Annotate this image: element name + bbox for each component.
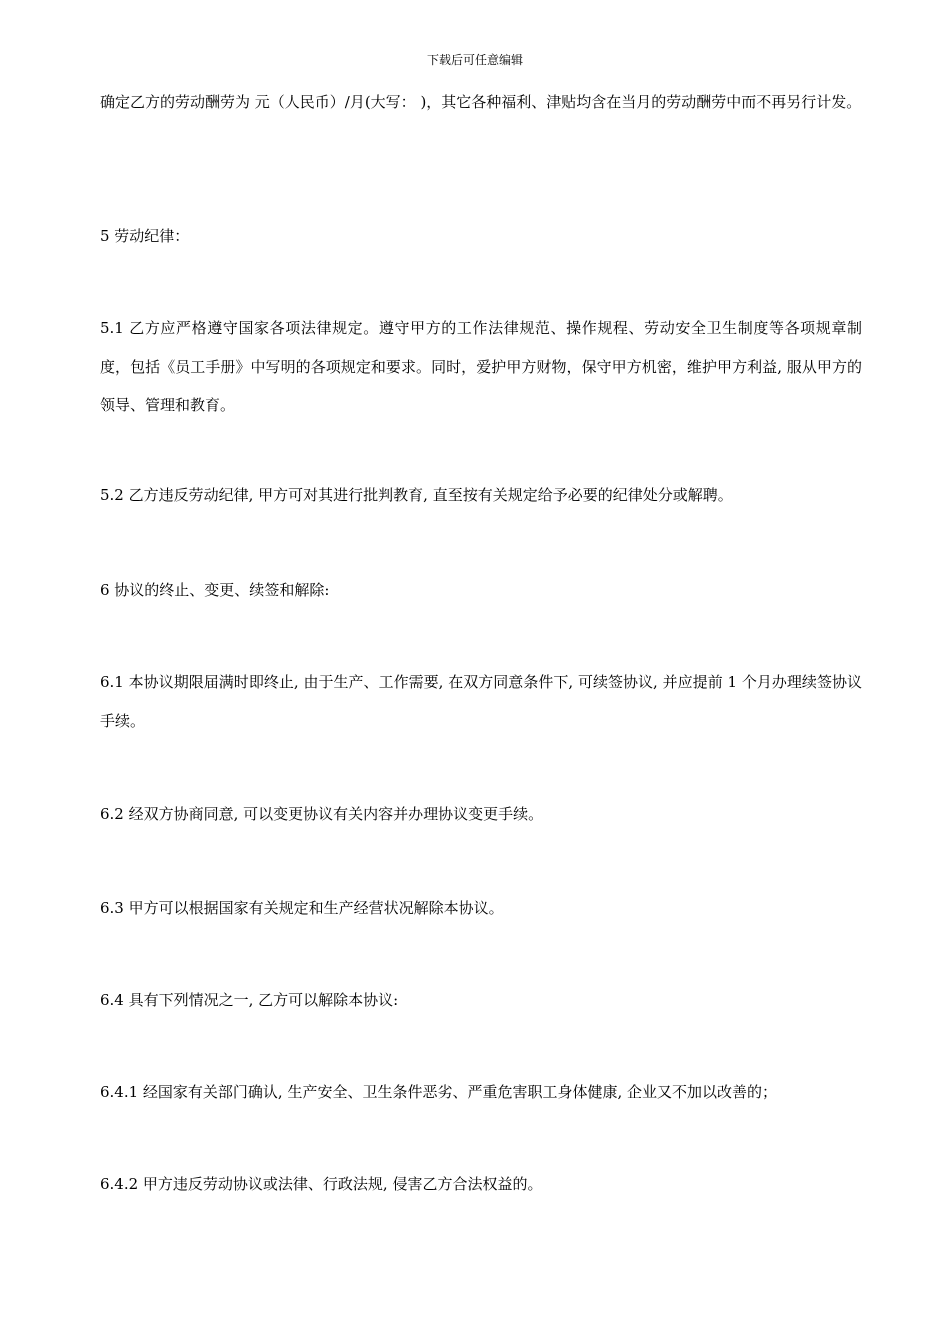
section-5-heading: 5 劳动纪律： [100,227,190,245]
clause-6-4-1: 6.4.1 经国家有关部门确认, 生产安全、卫生条件恶劣、严重危害职工身体健康, 企业又不加以改善的； [100,1083,778,1101]
clause-5-1: 5.1 乙方应严格遵守国家各项法律规定。遵守甲方的工作法律规范、操作规程、劳动安全卫生制度等各项规章制度，包括《员工手册》中写明的各项规定和要求。同时，爱护甲方财物，保守甲方机密，维护甲方利益, 服从甲方的领导、管理和教育。 [100,319,862,414]
section-6-heading: 6 协议的终止、变更、续签和解除: [100,581,330,599]
paragraph-salary-continued: 确定乙方的劳动酬劳为 元（人民币）/月(大写： )，其它各种福利、津贴均含在当月的劳动酬劳中而不再另行计发。 [100,93,862,111]
clause-5-2: 5.2 乙方违反劳动纪律, 甲方可对其进行批判教育, 直至按有关规定给予必要的纪律处分或解聘。 [100,486,733,504]
clause-6-4: 6.4 具有下列情况之一, 乙方可以解除本协议: [100,991,399,1009]
clause-6-1: 6.1 本协议期限届满时即终止, 由于生产、工作需要, 在双方同意条件下, 可续签协议, 并应提前 1 个月办理续签协议手续。 [100,673,862,730]
clause-6-2: 6.2 经双方协商同意, 可以变更协议有关内容并办理协议变更手续。 [100,805,544,823]
clause-6-4-2: 6.4.2 甲方违反劳动协议或法律、行政法规, 侵害乙方合法权益的。 [100,1175,543,1193]
clause-6-3: 6.3 甲方可以根据国家有关规定和生产经营状况解除本协议。 [100,899,504,917]
page-header: 下载后可任意编辑 [426,53,523,67]
